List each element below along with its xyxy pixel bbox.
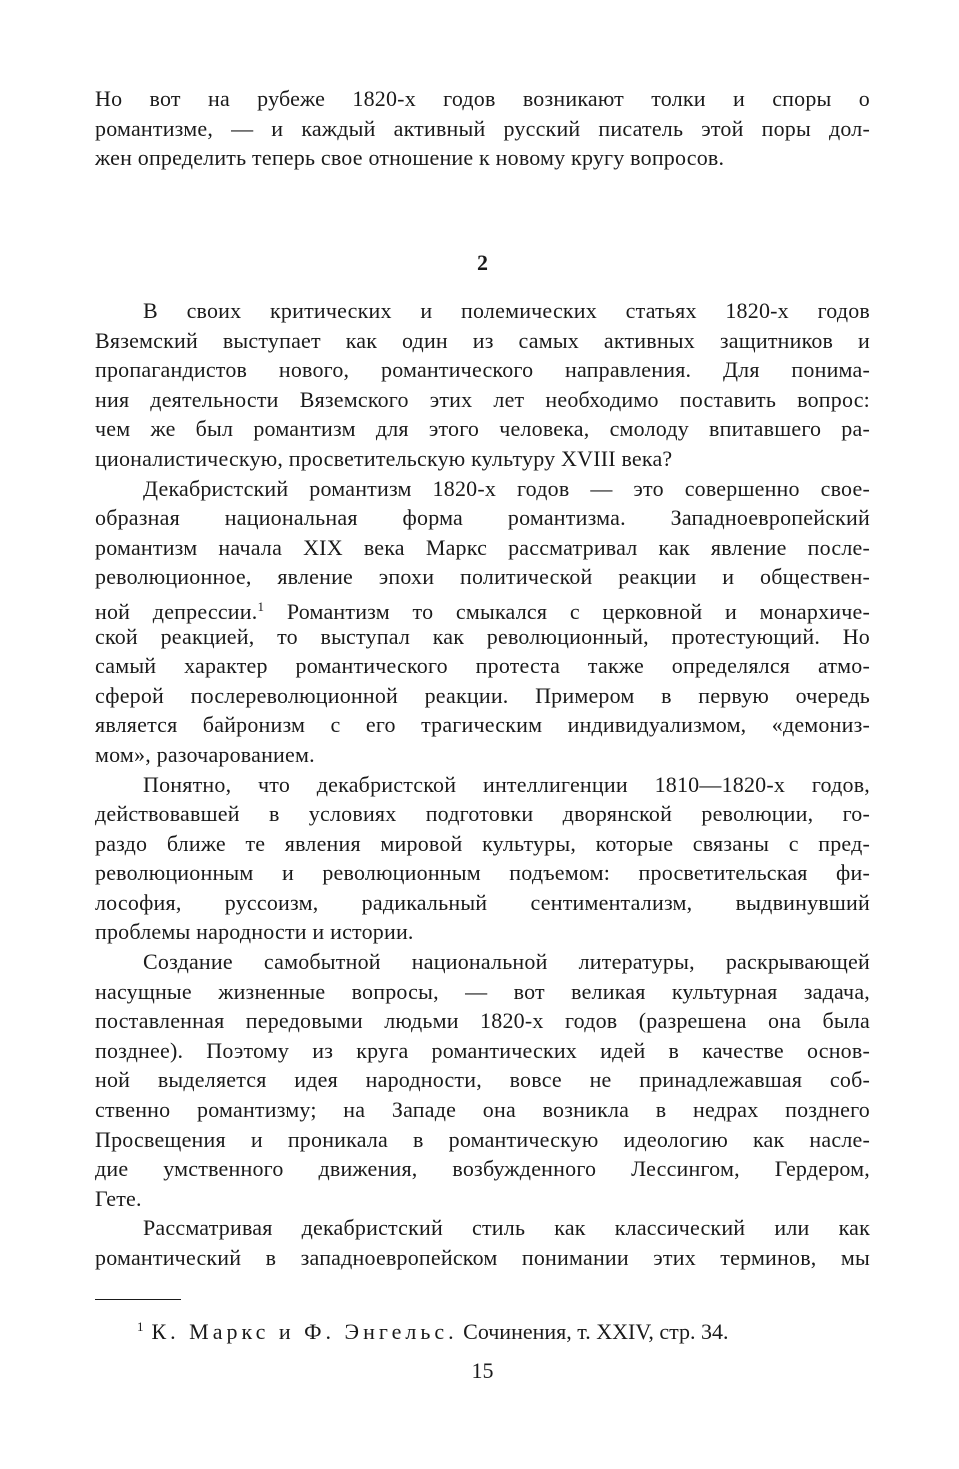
- text-line: романтизм начала XIX века Маркс рассматривал как явление после-: [95, 534, 870, 560]
- paragraph-1: [95, 296, 870, 474]
- text-line: ственно романтизму; на Западе она возникла в недрах позднего: [95, 1097, 870, 1123]
- text-line: ской реакцией, то выступал как революционный, протестующий. Но: [95, 623, 870, 649]
- text-line: романтизме, — и каждый активный русский писатель этой поры дол-: [95, 115, 870, 141]
- paragraph-4: [95, 947, 870, 1213]
- section-number: 2: [477, 250, 488, 275]
- text-line: ной выделяется идея народности, вовсе не принадлежавшая соб-: [95, 1067, 870, 1093]
- section-body: [95, 296, 870, 1273]
- intro-paragraph: [95, 84, 870, 173]
- text-line: революционное, явление эпохи политической реакции и обществен-: [95, 564, 870, 590]
- text-line: чем же был романтизм для этого человека, смолоду впитавшего ра-: [95, 416, 870, 442]
- text-line: Вяземский выступает как один из самых активных защитников и: [95, 327, 870, 353]
- text-line: поставленная передовыми людьми 1820-х годов (разрешена она была: [95, 1008, 870, 1034]
- text-line: ционалистическую, просветительскую культуру XVIII века?: [95, 445, 673, 471]
- text-line: ния деятельности Вяземского этих лет необходимо поставить вопрос:: [95, 386, 870, 412]
- text-line: романтический в западноевропейском понимании этих терминов, мы: [95, 1245, 870, 1270]
- text-line: лософия, руссоизм, радикальный сентиментализм, выдвинувший: [95, 889, 870, 915]
- footnote-source: Сочинения, т. XXIV, стр. 34.: [463, 1319, 729, 1344]
- text-line: позднее). Поэтому из круга романтических идей в качестве основ-: [95, 1037, 870, 1063]
- text-line: Создание самобытной национальной литературы, раскрывающей: [143, 949, 870, 975]
- text-line: Декабристский романтизм 1820-х годов — это совершенно свое-: [143, 475, 870, 501]
- text-line: В своих критических и полемических статьях 1820-х годов: [143, 298, 870, 323]
- footnote-marker: 1: [137, 1319, 144, 1334]
- footnote-ref[interactable]: 1: [257, 598, 265, 614]
- text-line: Просвещения и проникала в романтическую идеологию как насле-: [95, 1126, 870, 1152]
- book-page: [95, 84, 871, 1383]
- text-fragment: Романтизм то смыкался с церковной и монархиче-: [286, 598, 871, 624]
- text-line: проблемы народности и истории.: [95, 919, 414, 945]
- text-line: является байронизм с его трагическим индивидуализмом, «демониз-: [95, 712, 870, 738]
- text-line: насущные жизненные вопросы, — вот великая культурная задача,: [95, 978, 870, 1004]
- text-line: пропагандистов нового, романтического направления. Для понима-: [95, 357, 870, 383]
- text-line: Но вот на рубеже 1820-х годов возникают толки и споры о: [95, 86, 870, 111]
- text-line: мом», разочарованием.: [95, 741, 315, 767]
- text-line: дие умственного движения, возбужденного Лессингом, Гердером,: [95, 1156, 870, 1182]
- footnote: [137, 1312, 729, 1347]
- text-line-with-footnote-ref: [95, 592, 870, 622]
- text-fragment: ной депрессии.: [95, 598, 258, 624]
- text-line: сферой послереволюционной реакции. Примером в первую очередь: [95, 682, 870, 708]
- text-line: Гете.: [95, 1185, 142, 1211]
- text-line: действовавшей в условиях подготовки дворянской революции, го-: [95, 801, 870, 827]
- footnote-divider: [95, 1299, 181, 1300]
- paragraph-5: [95, 1213, 870, 1272]
- page-number: 15: [471, 1358, 494, 1383]
- paragraph-3: [95, 770, 870, 948]
- text-line: образная национальная форма романтизма. Западноевропейский: [95, 505, 870, 531]
- text-line: революционным и революционным подъемом: просветительская фи-: [95, 860, 870, 886]
- text-line: раздо ближе те явления мировой культуры, которые связаны с пред-: [95, 830, 870, 856]
- text-line: Понятно, что декабристской интеллигенции 1810—1820-х годов,: [143, 771, 870, 797]
- footnote-author: К. Маркс и Ф. Энгельс.: [151, 1319, 458, 1344]
- text-line: самый характер романтического протеста также определялся атмо-: [95, 653, 870, 679]
- text-line: Рассматривая декабристский стиль как классический или как: [143, 1215, 870, 1241]
- text-line: жен определить теперь свое отношение к новому кругу вопросов.: [95, 145, 725, 171]
- paragraph-2: [95, 474, 870, 770]
